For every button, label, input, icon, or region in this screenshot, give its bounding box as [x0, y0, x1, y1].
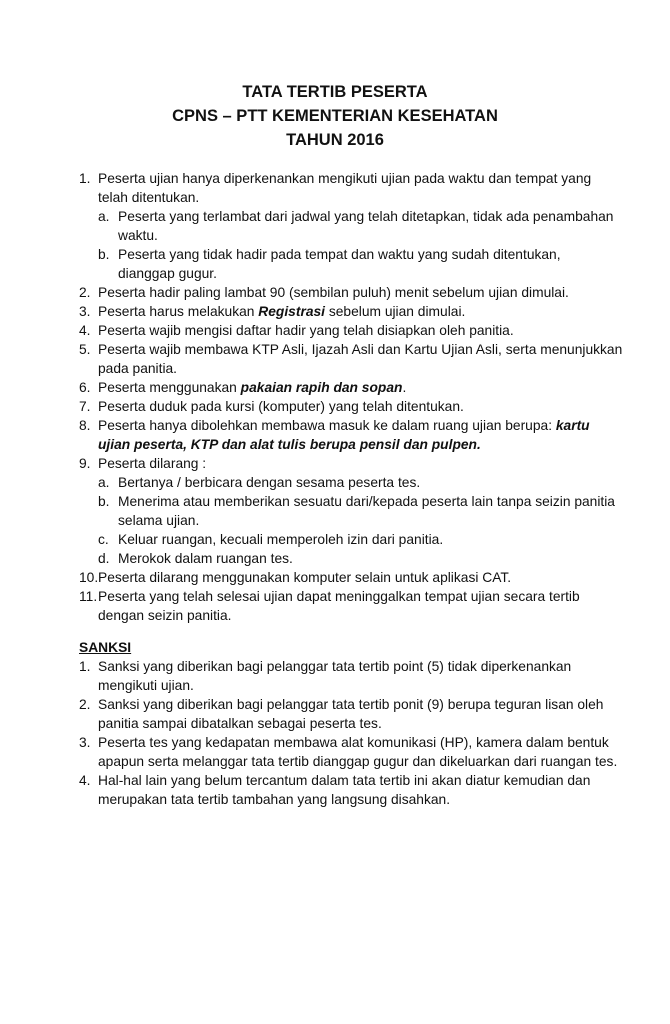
rule-text: Peserta wajib membawa KTP Asli, Ijazah Asli dan Kartu Ujian Asli, serta menunjukkan — [98, 342, 623, 357]
sub-rule-number: b. — [98, 247, 110, 262]
sanksi-number: 3. — [79, 735, 91, 750]
sanksi-text: Sanksi yang diberikan bagi pelanggar tata tertib ponit (9) berupa teguran lisan oleh — [98, 697, 604, 712]
sub-rule-text: Peserta yang terlambat dari jadwal yang telah ditetapkan, tidak ada penambahan — [118, 209, 614, 224]
sanksi-number: 2. — [79, 697, 91, 712]
sub-rule-text: Bertanya / berbicara dengan sesama peserta tes. — [118, 475, 421, 490]
rule-number: 3. — [79, 304, 91, 319]
sanksi-heading: SANKSI — [79, 640, 132, 655]
rule-emphasis: pakaian rapih dan sopan — [240, 380, 403, 395]
sanksi-text: Peserta tes yang kedapatan membawa alat komunikasi (HP), kamera dalam bentuk — [98, 735, 609, 750]
rule-emphasis: ujian peserta, KTP dan alat tulis berupa pensil dan pulpen. — [98, 437, 481, 452]
rule-text: Peserta dilarang menggunakan komputer selain untuk aplikasi CAT. — [98, 570, 512, 585]
sub-rule-text: waktu. — [118, 228, 158, 243]
rule-number: 11. — [79, 589, 98, 604]
sub-rule-text: Keluar ruangan, kecuali memperoleh izin dari panitia. — [118, 532, 444, 547]
rule-text: Peserta dilarang : — [98, 456, 207, 471]
document-title-line-3: TAHUN 2016 — [286, 131, 384, 149]
sub-rule-text: Peserta yang tidak hadir pada tempat dan waktu yang sudah ditentukan, — [118, 247, 561, 262]
document-title-line-1: TATA TERTIB PESERTA — [242, 83, 428, 101]
sanksi-text: mengikuti ujian. — [98, 678, 194, 693]
rule-number: 5. — [79, 342, 91, 357]
rule-emphasis: Registrasi — [258, 304, 325, 319]
rule-number: 6. — [79, 380, 91, 395]
rule-number: 2. — [79, 285, 91, 300]
sub-rule-text: selama ujian. — [118, 513, 200, 528]
rule-text: Peserta ujian hanya diperkenankan mengikuti ujian pada waktu dan tempat yang — [98, 171, 592, 186]
rule-text: Peserta duduk pada kursi (komputer) yang telah ditentukan. — [98, 399, 464, 414]
rule-number: 1. — [79, 171, 91, 186]
rule-text: Peserta yang telah selesai ujian dapat meninggalkan tempat ujian secara tertib — [98, 589, 580, 604]
rule-text-part: Peserta hanya dibolehkan membawa masuk ke dalam ruang ujian berupa: — [98, 418, 556, 433]
sanksi-text: apapun serta melanggar tata tertib dianggap gugur dan dikeluarkan dari ruangan tes. — [98, 754, 618, 769]
sanksi-text: merupakan tata tertib tambahan yang langsung disahkan. — [98, 792, 451, 807]
sanksi-number: 4. — [79, 773, 91, 788]
document-title-line-2: CPNS – PTT KEMENTERIAN KESEHATAN — [172, 107, 498, 125]
rule-text-part: sebelum ujian dimulai. — [325, 304, 466, 319]
rule-emphasis: kartu — [555, 418, 590, 433]
rule-number: 10. — [79, 570, 99, 585]
rule-text: Peserta hadir paling lambat 90 (sembilan puluh) menit sebelum ujian dimulai. — [98, 285, 569, 300]
sanksi-text: Sanksi yang diberikan bagi pelanggar tata tertib point (5) tidak diperkenankan — [98, 659, 572, 674]
rule-text-part: . — [402, 380, 407, 395]
sub-rule-text: dianggap gugur. — [118, 266, 217, 281]
sub-rule-number: a. — [98, 209, 110, 224]
rule-text — [98, 378, 406, 397]
rule-number: 7. — [79, 399, 91, 414]
sanksi-text: panitia sampai dibatalkan sebagai peserta tes. — [98, 716, 382, 731]
rule-text: dengan seizin panitia. — [98, 608, 232, 623]
sub-rule-number: c. — [98, 532, 109, 547]
sanksi-text: Hal-hal lain yang belum tercantum dalam tata tertib ini akan diatur kemudian dan — [98, 773, 591, 788]
sanksi-number: 1. — [79, 659, 91, 674]
sub-rule-number: b. — [98, 494, 110, 509]
rule-number: 8. — [79, 418, 91, 433]
sub-rule-number: d. — [98, 551, 110, 566]
sub-rule-number: a. — [98, 475, 110, 490]
sub-rule-text: Merokok dalam ruangan tes. — [118, 551, 293, 566]
rule-text: pada panitia. — [98, 361, 178, 376]
rule-text-part: Peserta harus melakukan — [98, 304, 259, 319]
rule-text — [98, 302, 465, 321]
rule-number: 4. — [79, 323, 91, 338]
rule-text-part: Peserta menggunakan — [98, 380, 241, 395]
rule-text — [98, 416, 590, 435]
rule-number: 9. — [79, 456, 91, 471]
rule-text: telah ditentukan. — [98, 190, 200, 205]
sub-rule-text: Menerima atau memberikan sesuatu dari/kepada peserta lain tanpa seizin panitia — [118, 494, 615, 509]
rule-text: Peserta wajib mengisi daftar hadir yang telah disiapkan oleh panitia. — [98, 323, 514, 338]
